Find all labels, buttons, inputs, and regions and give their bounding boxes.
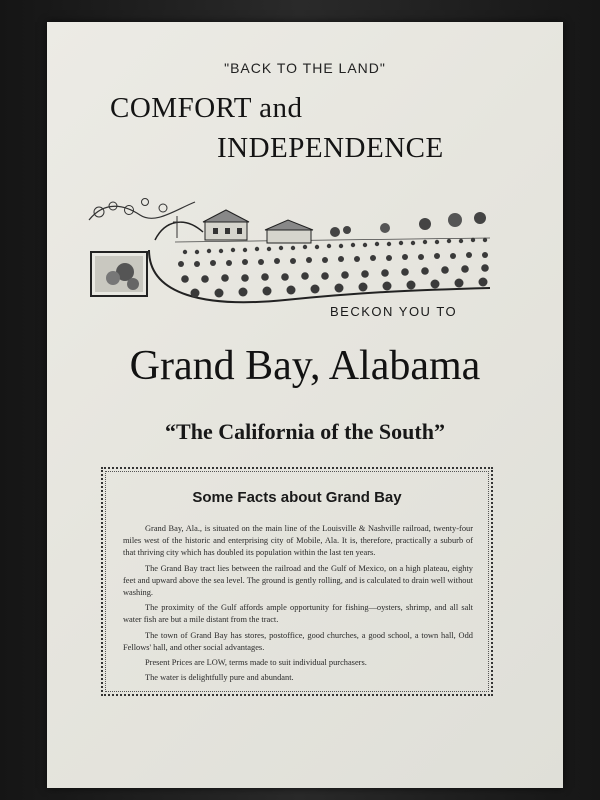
brochure-page xyxy=(47,22,563,788)
tagline: "BACK TO THE LAND" xyxy=(224,60,386,76)
facts-title: Some Facts about Grand Bay xyxy=(192,489,402,506)
facts-box xyxy=(101,467,493,696)
fact-paragraph: The proximity of the Gulf affords ample opportunity for fishing—oysters, shrimp, and all salt water fish are but a mile distant from the tract. xyxy=(123,603,473,625)
fact-paragraph: The town of Grand Bay has stores, postoffice, good churches, a good school, a town hall, Odd Fellows' hall, and other social advantages. xyxy=(123,630,473,652)
facts-body xyxy=(123,523,473,687)
fact-paragraph: The water is delightfully pure and abundant. xyxy=(145,673,294,683)
fact-paragraph: Grand Bay, Ala., is situated on the main line of the Louisville & Nashville railroad, twenty-four miles west of the historic and enterprising city of Mobile, Ala. It is, therefore, practically a suburb of that thriving city which has doubled its population within the last ten years. xyxy=(123,524,473,558)
place-name: Grand Bay, Alabama xyxy=(129,343,481,389)
beckon-text: BECKON YOU TO xyxy=(330,304,458,319)
headline-comfort: COMFORT and xyxy=(110,92,303,124)
motto: “The California of the South” xyxy=(165,419,445,444)
headline-independence: INDEPENDENCE xyxy=(217,132,444,164)
fact-paragraph: Present Prices are LOW, terms made to suit individual purchasers. xyxy=(145,658,367,668)
farm-landscape-illustration xyxy=(85,180,495,308)
fact-paragraph: The Grand Bay tract lies between the railroad and the Gulf of Mexico, on a high plateau, eighty feet and upward above the sea level. The ground is gently rolling, and is calculated to drain well without washing. xyxy=(123,563,473,598)
